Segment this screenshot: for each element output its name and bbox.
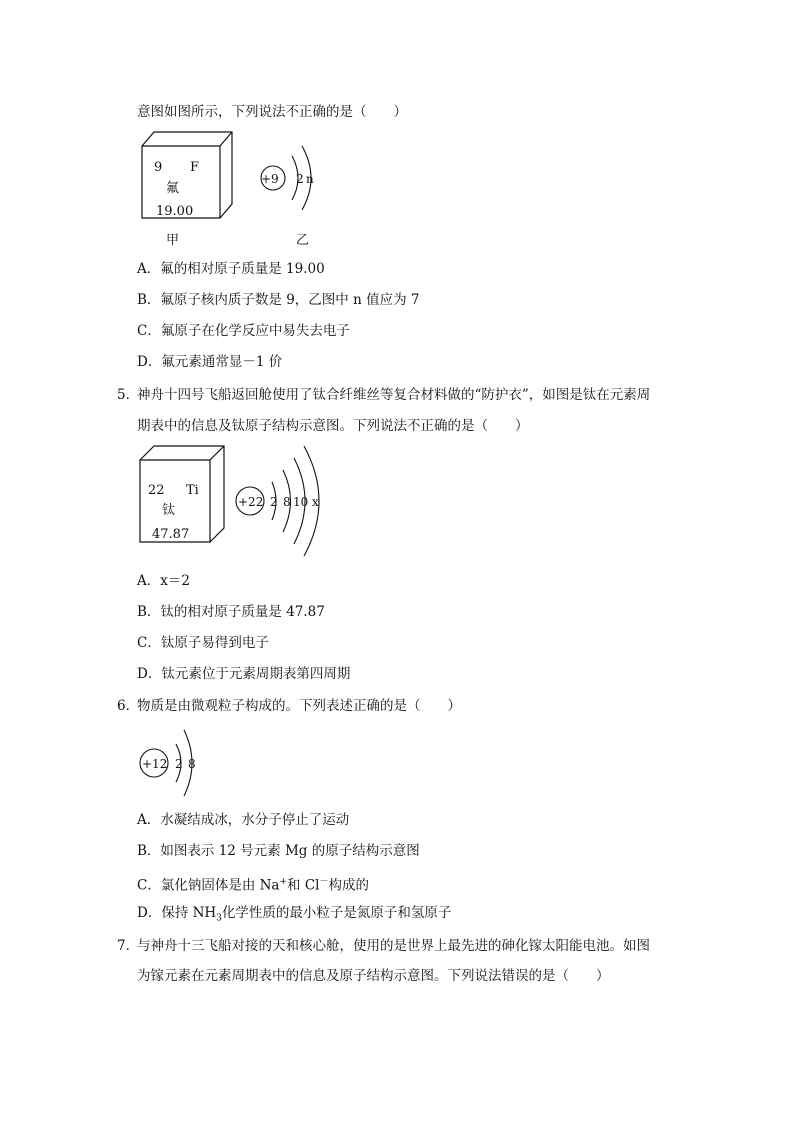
q5-option-b: B．钛的相对原子质量是 47.87 [137,604,325,620]
q4-atomic-number: 9 [154,160,163,175]
q6-stem: 物质是由微观粒子构成的。下列表述正确的是（ ） [137,698,461,714]
q4-figure [140,126,330,248]
q5-figure [138,442,338,562]
q7-number: 7． [117,938,140,954]
q4-option-d: D．氟元素通常显－1 价 [137,354,283,370]
q4-atomic-mass: 19.00 [156,204,194,219]
q6-option-d-subscript: 3 [216,913,222,924]
q6-option-d-text2: 化学性质的最小粒子是氮原子和氢原子 [221,905,452,921]
q5-number: 5． [117,387,140,403]
q4-option-a: A．氟的相对原子质量是 19.00 [137,261,325,277]
q4-label-b: 乙 [296,233,310,248]
q7-stem-line2: 为镓元素在元素周期表中的信息及原子结构示意图。下列说法错误的是（ ） [137,968,610,984]
q6-option-c-charge1: + [279,877,288,887]
q7-stem-line1: 与神舟十三飞船对接的天和核心舱，使用的是世界上最先进的砷化镓太阳能电池。如图 [137,938,650,954]
q5-symbol: Ti [186,483,199,498]
q4-stem-tail: 意图如图所示，下列说法不正确的是（ ） [137,104,407,120]
q5-atomic-mass: 47.87 [152,527,190,542]
q6-option-c-text2: 和 Cl [287,877,320,894]
q6-shell-2: 8 [188,757,196,771]
q6-nucleus: +12 [142,757,168,771]
q4-option-b: B．氟原子核内质子数是 9，乙图中 n 值应为 7 [137,292,420,308]
q6-option-c-text1: C．氯化钠固体是由 Na [137,877,280,894]
q5-nucleus: +22 [238,495,264,509]
q6-option-c [137,873,369,895]
q6-number: 6． [117,698,140,714]
q5-shell-1: 2 [270,495,278,509]
q5-element-name: 钛 [162,503,176,518]
q6-option-d-text1: D．保持 NH [137,905,217,921]
q5-shell-3: 10 [293,495,309,509]
q6-option-b: B．如图表示 12 号元素 Mg 的原子结构示意图 [137,843,420,859]
q4-option-c: C．氟原子在化学反应中易失去电子 [137,323,350,339]
q5-shell-4: x [312,495,319,509]
q5-stem-line2: 期表中的信息及钛原子结构示意图。下列说法不正确的是（ ） [137,418,529,434]
q6-option-c-text3: 构成的 [328,877,369,894]
q6-option-c-charge2: － [319,877,329,887]
q5-shell-2: 8 [283,495,291,509]
q6-option-a: A．水凝结成冰，水分子停止了运动 [137,812,350,828]
q6-option-d [137,904,451,928]
q6-shell-1: 2 [175,757,183,771]
q4-shell-2: n [306,172,314,186]
q4-label-a: 甲 [166,233,180,248]
q4-nucleus: +9 [261,172,279,186]
q5-atomic-number: 22 [148,483,165,498]
q5-option-a: A．x＝2 [137,573,190,589]
q4-symbol: F [190,160,200,175]
q5-stem-line1: 神舟十四号飞船返回舱使用了钛合纤维丝等复合材料做的“防护衣”，如图是钛在元素周 [137,387,651,403]
q4-element-name: 氟 [166,181,180,196]
q4-shell-1: 2 [296,172,304,186]
q5-option-d: D．钛元素位于元素周期表第四周期 [137,666,351,682]
q6-figure [138,724,218,800]
q5-option-c: C．钛原子易得到电子 [137,635,269,651]
